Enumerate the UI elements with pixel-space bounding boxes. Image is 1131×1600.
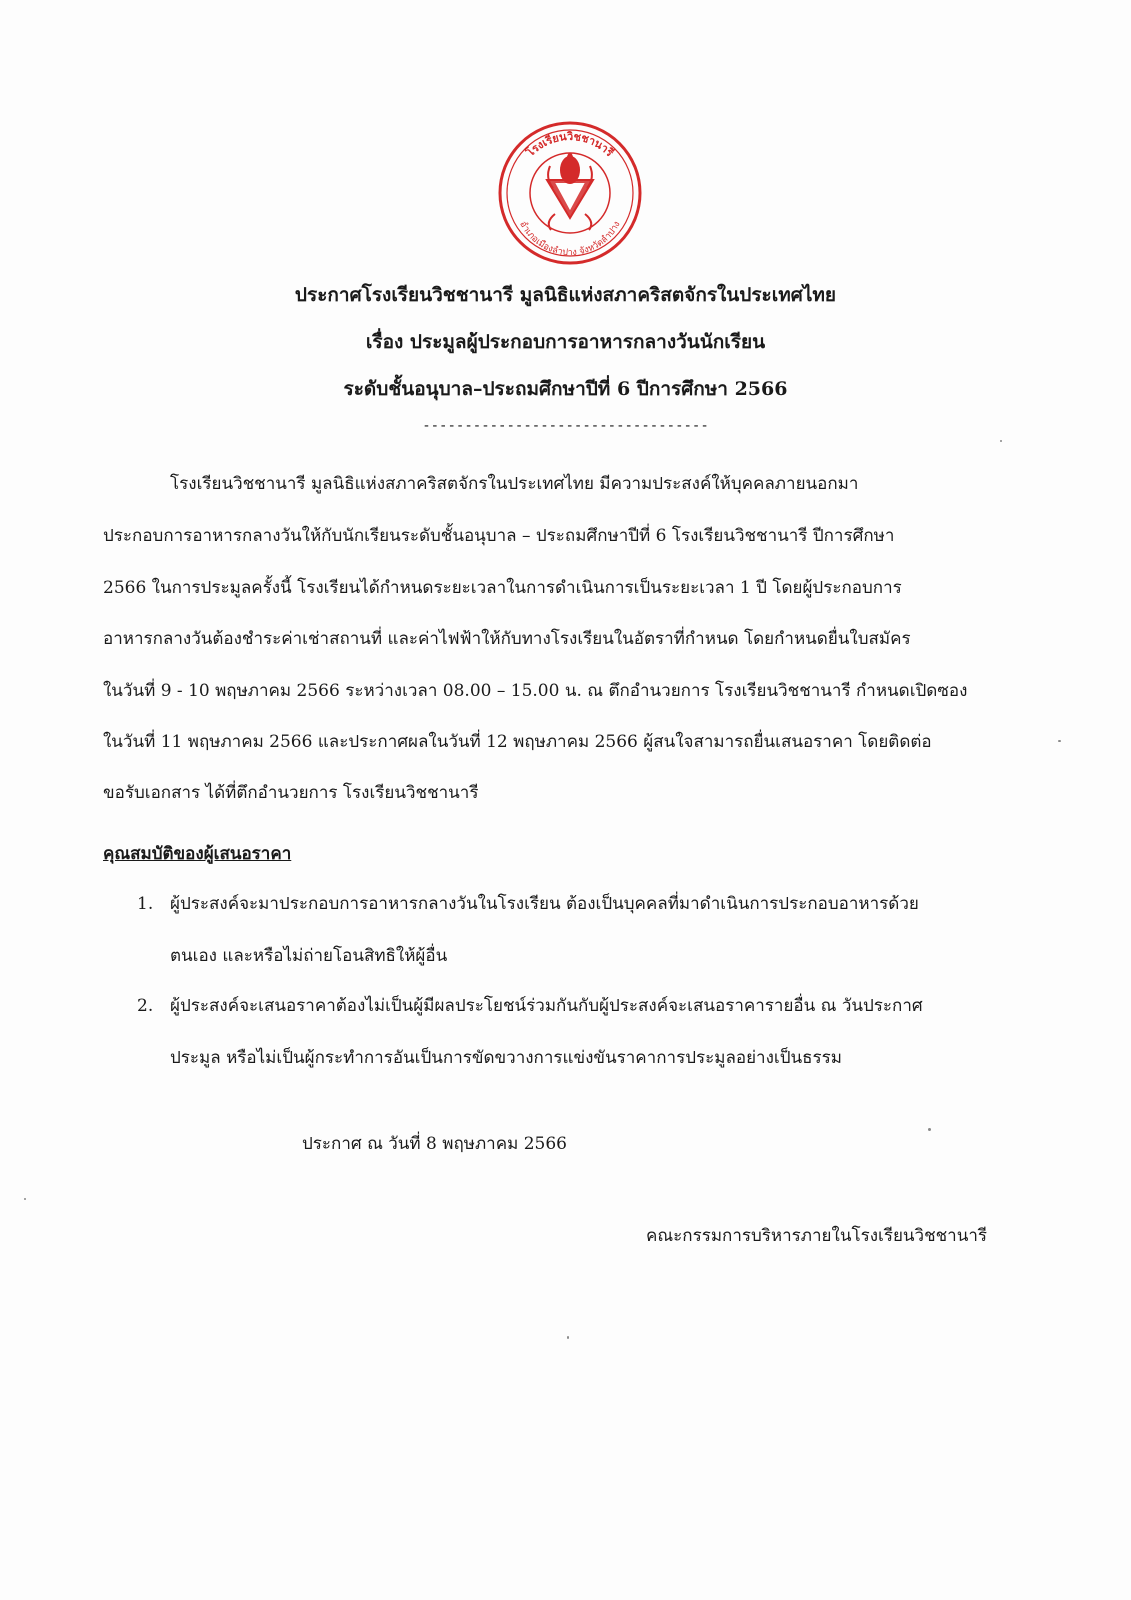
qualifications-title: คุณสมบัติของผู้เสนอราคา [103,844,292,864]
qualification-number: 2. [137,996,154,1016]
body-paragraph-line: ขอรับเอกสาร ได้ที่ตึกอำนวยการ โรงเรียนวิชชานารี [103,783,479,803]
qualification-item-line: ผู้ประสงค์จะมาประกอบการอาหารกลางวันในโรงเรียน ต้องเป็นบุคคลที่มาดำเนินการประกอบอาหารด้วย [170,894,919,914]
qualification-item-line: ผู้ประสงค์จะเสนอราคาต้องไม่เป็นผู้มีผลประโยชน์ร่วมกันกับผู้ประสงค์จะเสนอราคารายอื่น ณ วันประกาศ [170,996,923,1016]
qualification-number: 1. [137,894,154,914]
body-paragraph-line: อาหารกลางวันต้องชำระค่าเช่าสถานที่ และค่าไฟฟ้าให้กับทางโรงเรียนในอัตราที่กำหนด โดยกำหนดยื่นใบสมัคร [103,629,911,649]
announcement-level-year: ระดับชั้นอนุบาล–ประถมศึกษาปีที่ 6 ปีการศึกษา 2566 [343,378,788,400]
body-paragraph-line: ในวันที่ 9 - 10 พฤษภาคม 2566 ระหว่างเวลา 08.00 – 15.00 น. ณ ตึกอำนวยการ โรงเรียนวิชชานารี กำหนดเปิดซอง [103,681,968,701]
qualification-item-line: ประมูล หรือไม่เป็นผู้กระทำการอันเป็นการขัดขวางการแข่งขันราคาการประมูลอย่างเป็นธรรม [170,1048,842,1068]
body-paragraph-line: ประกอบการอาหารกลางวันให้กับนักเรียนระดับชั้นอนุบาล – ประถมศึกษาปีที่ 6 โรงเรียนวิชชานารี ปีการศึกษา [103,526,895,546]
announcement-date: ประกาศ ณ วันที่ 8 พฤษภาคม 2566 [302,1134,567,1154]
scan-speck [24,1198,26,1200]
body-paragraph-line: ในวันที่ 11 พฤษภาคม 2566 และประกาศผลในวันที่ 12 พฤษภาคม 2566 ผู้สนใจสามารถยื่นเสนอราคา โดยติดต่อ [103,732,932,752]
scan-speck [928,1128,931,1131]
heading-divider: ---------------------------------- [422,418,709,434]
scan-speck [567,1336,569,1339]
scan-speck [1058,740,1061,742]
svg-text:โรงเรียนวิชชานารี: โรงเรียนวิชชานารี [523,129,617,160]
school-seal-logo [495,118,645,268]
body-paragraph-line: 2566 ในการประมูลครั้งนี้ โรงเรียนได้กำหนดระยะเวลาในการดำเนินการเป็นระยะเวลา 1 ปี โดยผู้ประกอบการ [103,578,902,598]
qualification-item-line: ตนเอง และหรือไม่ถ่ายโอนสิทธิให้ผู้อื่น [170,946,448,966]
signer-committee: คณะกรรมการบริหารภายในโรงเรียนวิชชานารี [646,1226,987,1246]
scan-speck [1000,440,1002,442]
announcement-heading-line1: ประกาศโรงเรียนวิชชานารี มูลนิธิแห่งสภาคริสตจักรในประเทศไทย [294,284,837,306]
svg-text:อำเภอเมืองลำปาง จังหวัดลำปาง: อำเภอเมืองลำปาง จังหวัดลำปาง [517,219,623,258]
body-paragraph-line: โรงเรียนวิชชานารี มูลนิธิแห่งสภาคริสตจักรในประเทศไทย มีความประสงค์ให้บุคคลภายนอกมา [170,474,859,494]
announcement-subject: เรื่อง ประมูลผู้ประกอบการอาหารกลางวันนักเรียน [365,331,766,353]
